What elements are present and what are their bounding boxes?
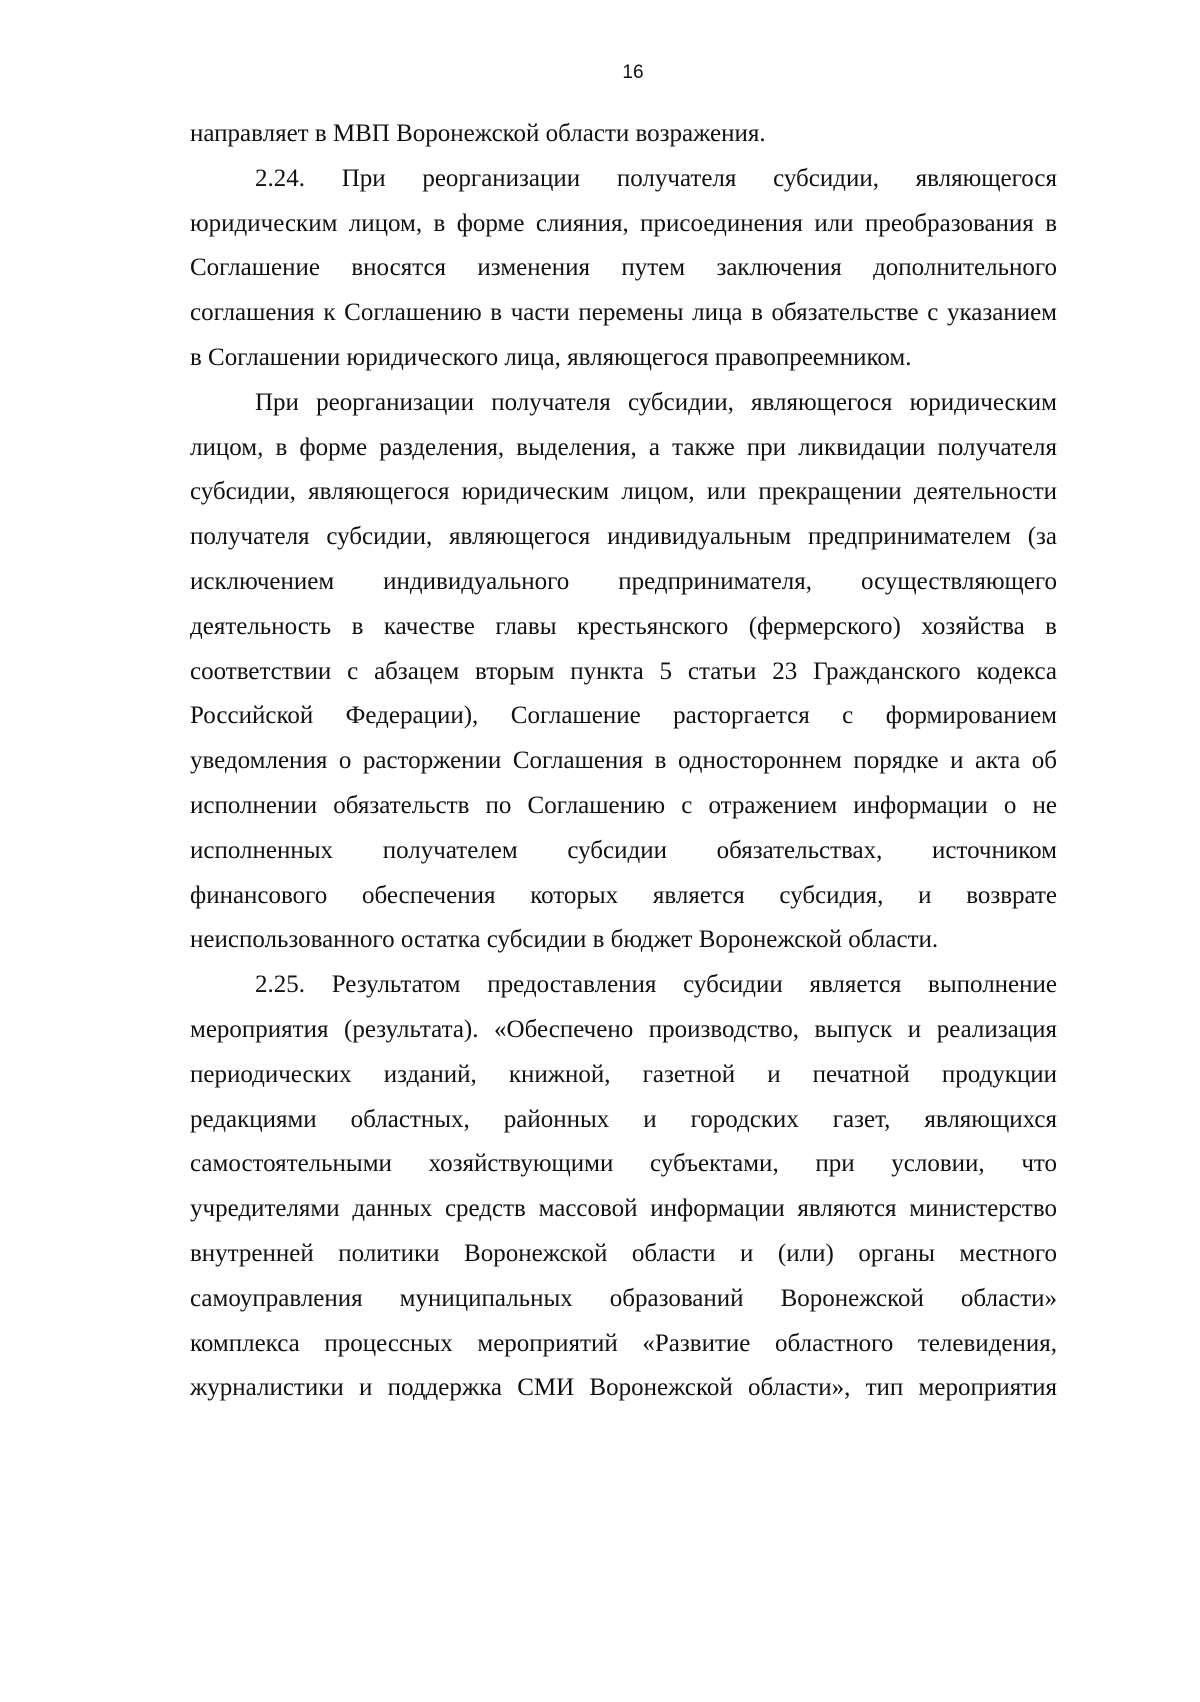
text-line: субсидии, являющегося юридическим лицом, или прекращении деятельности — [190, 478, 1057, 506]
text-line: направляет в МВП Воронежской области возражения. — [190, 120, 766, 147]
paragraph — [190, 157, 1057, 381]
text-line: внутренней политики Воронежской области и (или) органы местного — [190, 1239, 1057, 1267]
text-line: самоуправления муниципальных образований Воронежской области» — [190, 1284, 1057, 1312]
paragraph — [190, 381, 1057, 963]
text-line: Соглашение вносятся изменения путем заключения дополнительного — [190, 254, 1057, 282]
text-line: деятельность в качестве главы крестьянского (фермерского) хозяйства в — [190, 612, 1057, 640]
text-line: При реорганизации получателя субсидии, являющегося юридическим — [255, 388, 1057, 416]
text-line: соответствии с абзацем вторым пункта 5 статьи 23 Гражданского кодекса — [190, 657, 1057, 685]
text-line: соглашения к Соглашению в части перемены лица в обязательстве с указанием — [190, 299, 1057, 327]
text-line: уведомления о расторжении Соглашения в одностороннем порядке и акта об — [190, 747, 1057, 775]
text-line: финансового обеспечения которых является субсидия, и возврате — [190, 881, 1057, 909]
text-line: периодических изданий, книжной, газетной и печатной продукции — [190, 1060, 1057, 1088]
text-line: получателя субсидии, являющегося индивидуальным предпринимателем (за — [190, 523, 1057, 551]
text-line: исполнении обязательств по Соглашению с отражением информации о не — [190, 791, 1057, 819]
text-line: неиспользованного остатка субсидии в бюджет Воронежской области. — [190, 926, 939, 954]
text-line: исключением индивидуального предпринимателя, осуществляющего — [190, 567, 1057, 595]
text-line: Российской Федерации), Соглашение расторгается с формированием — [190, 702, 1057, 730]
text-line: мероприятия (результата). «Обеспечено производство, выпуск и реализация — [190, 1015, 1057, 1043]
text-line: исполненных получателем субсидии обязательствах, источником — [190, 836, 1057, 864]
text-line: редакциями областных, районных и городских газет, являющихся — [190, 1105, 1057, 1133]
text-line: комплекса процессных мероприятий «Развитие областного телевидения, — [190, 1329, 1057, 1357]
text-line: самостоятельными хозяйствующими субъектами, при условии, что — [190, 1150, 1057, 1178]
text-line: юридическим лицом, в форме слияния, присоединения или преобразования в — [190, 209, 1057, 237]
paragraph — [190, 112, 1057, 157]
text-line: лицом, в форме разделения, выделения, а также при ликвидации получателя — [190, 433, 1057, 461]
text-line: в Соглашении юридического лица, являющегося правопреемником. — [190, 343, 912, 371]
page-number: 16 — [622, 62, 644, 83]
text-line: 2.24. При реорганизации получателя субсидии, являющегося — [255, 164, 1057, 192]
text-line: 2.25. Результатом предоставления субсидии является выполнение — [255, 971, 1057, 999]
text-line: журналистики и поддержка СМИ Воронежской области», тип мероприятия — [190, 1374, 1057, 1402]
text-line: учредителями данных средств массовой информации являются министерство — [190, 1195, 1057, 1223]
document-body — [190, 112, 1057, 1411]
paragraph — [190, 963, 1057, 1411]
